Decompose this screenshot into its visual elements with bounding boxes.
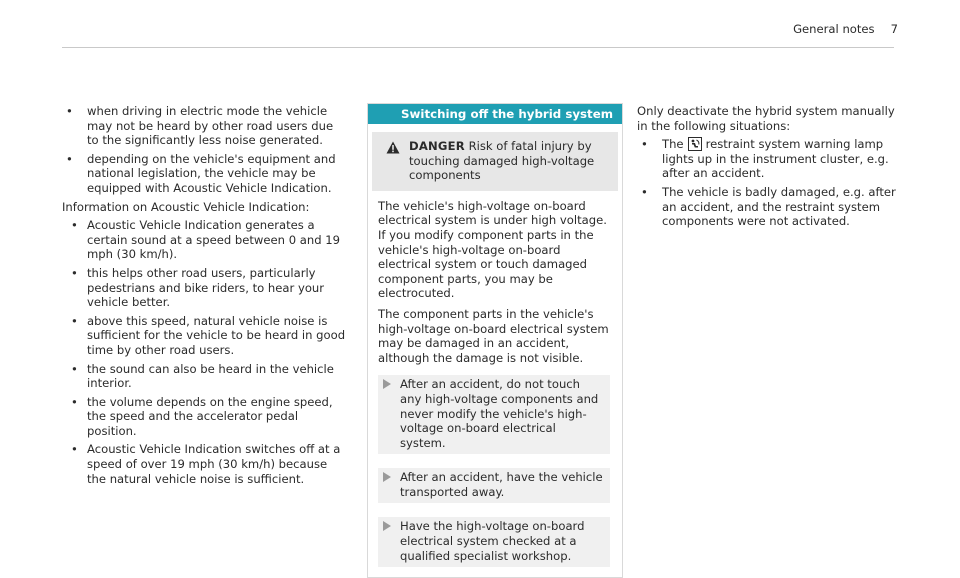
bullet-icon: • (71, 394, 78, 409)
danger-paragraph: The vehicle's high-voltage on-board electrical system is under high voltage. If you modify component parts in the vehicle's high-voltage on-board electrical system or touch damaged component parts, you may be electrocuted. (378, 198, 607, 301)
panel-body (368, 191, 622, 577)
section-title: General notes (793, 22, 875, 36)
list-item: • Acoustic Vehicle Indication switches off at a speed of over 19 mph (30 km/h) because the natural vehicle noise is sufficient. (71, 442, 341, 486)
intro-paragraph: Only deactivate the hybrid system manually in the following situations: (637, 104, 895, 133)
column-left (62, 104, 347, 490)
info-heading: Information on Acoustic Vehicle Indication: (62, 199, 310, 214)
danger-label: DANGER (409, 139, 465, 153)
list-item: • Acoustic Vehicle Indication generates a certain sound at a speed between 0 and 19 mph (30 km/h). (71, 218, 341, 262)
danger-title (382, 139, 608, 183)
page-header (793, 22, 898, 36)
list-item: • depending on the vehicle's equipment and national legislation, the vehicle may be equipped with Acoustic Vehicle Indication. (66, 151, 336, 195)
column-right (637, 104, 897, 233)
hybrid-shutdown-panel (367, 103, 623, 578)
danger-text: Risk of fatal injury by touching damaged high-voltage components (409, 139, 595, 183)
panel-title: Switching off the hybrid system (368, 104, 622, 124)
page-number: 7 (890, 22, 898, 36)
bullet-icon: • (71, 218, 78, 233)
play-arrow-icon (383, 379, 391, 389)
bullet-icon: • (66, 151, 73, 166)
restraint-system-lamp-icon (688, 137, 702, 151)
bullet-icon: • (71, 313, 78, 328)
list-item: • The vehicle is badly damaged, e.g. after an accident, and the restraint system components were not activated. (641, 184, 896, 229)
bullet-icon: • (66, 104, 73, 118)
play-arrow-icon (383, 472, 391, 482)
list-item: • above this speed, natural vehicle noise is sufficient for the vehicle to be heard in good time by other road users. (71, 313, 346, 357)
danger-paragraph: The component parts in the vehicle's high-voltage on-board electrical system may be damaged in an accident, although the damage is not visible. (378, 306, 609, 365)
bullet-icon: • (71, 265, 78, 280)
situation-list (637, 137, 897, 229)
step-item: After an accident, have the vehicle transported away. (378, 468, 610, 503)
step-list (378, 375, 610, 567)
bullet-icon: • (641, 137, 648, 152)
header-rule (62, 47, 894, 48)
list-item: • the volume depends on the engine speed, the speed and the accelerator pedal position. (71, 394, 333, 438)
warning-triangle-icon (386, 141, 400, 154)
list-item: • this helps other road users, particularly pedestrians and bike riders, to hear your vehicle better. (71, 265, 325, 310)
list-item: • the sound can also be heard in the vehicle interior. (71, 361, 334, 391)
danger-notice (372, 132, 618, 191)
list-item: • The restraint system warning lamp lights up in the instrument cluster, e.g. after an accident. (641, 137, 889, 181)
top-bullet-list (62, 104, 347, 196)
bullet-icon: • (641, 184, 648, 199)
bullet-icon: • (71, 361, 78, 376)
play-arrow-icon (383, 521, 391, 531)
list-item: • when driving in electric mode the vehicle may not be heard by other road users due to the significantly less noise generated. (66, 104, 334, 148)
bullet-icon: • (71, 442, 78, 457)
step-item: Have the high-voltage on-board electrical system checked at a qualified specialist workshop. (378, 517, 610, 567)
sub-bullet-list (62, 218, 347, 486)
step-item: After an accident, do not touch any high-voltage components and never modify the vehicle's high-voltage on-board electrical system. (378, 375, 610, 454)
